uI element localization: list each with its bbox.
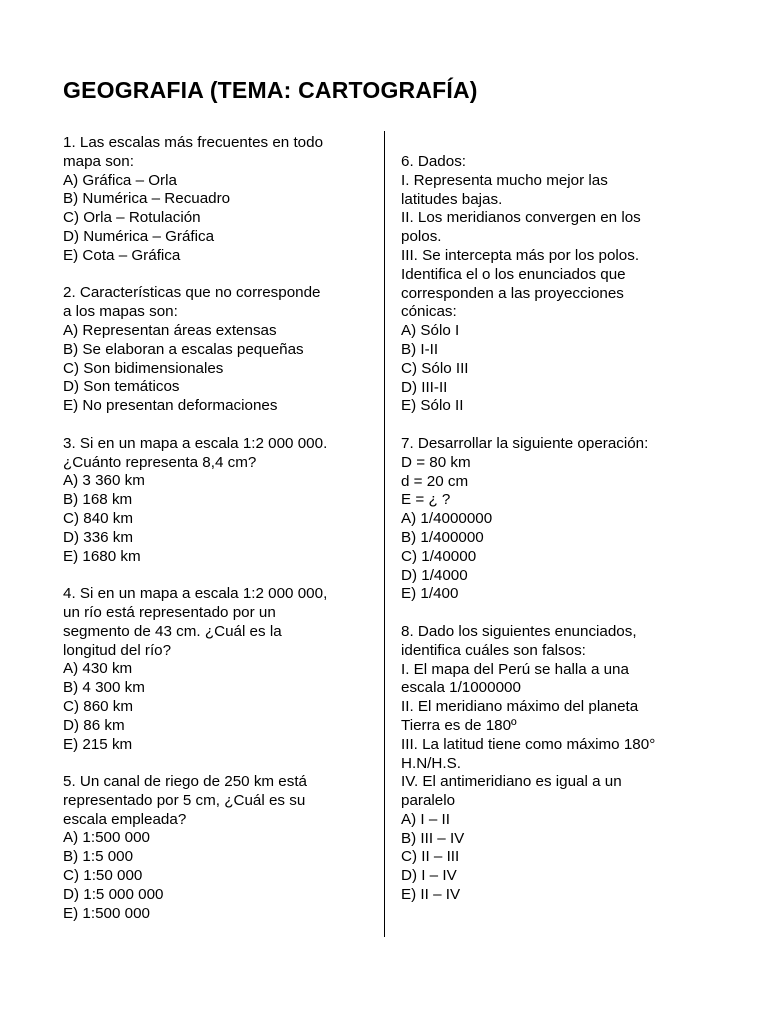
question-text-line: 6. Dados: — [401, 153, 467, 170]
question-text-line: a los mapas son: — [63, 303, 178, 321]
question-block — [63, 284, 373, 416]
question-text-line: Identifica el o los enunciados que — [401, 265, 626, 283]
question-block — [63, 773, 373, 923]
answer-option: A) 3 360 km — [63, 472, 145, 490]
question-text-line: III. Se intercepta más por los polos. — [401, 246, 640, 264]
answer-option: A) Representan áreas extensas — [63, 321, 277, 339]
question-text-line: III. La latitud tiene como máximo 180° — [401, 735, 656, 753]
question-text-line: latitudes bajas. — [401, 190, 503, 208]
answer-option: C) 840 km — [63, 509, 134, 527]
answer-option: E) II – IV — [401, 886, 461, 904]
answer-option: A) Gráfica – Orla — [63, 171, 177, 189]
question-text-line: 7. Desarrollar la siguiente operación: — [401, 434, 649, 452]
answer-option: A) Sólo I — [401, 322, 460, 340]
answer-option: D) 336 km — [63, 528, 134, 546]
answer-option: D) III-II — [401, 378, 448, 396]
question-text-line: E = ¿ ? — [401, 491, 451, 509]
question-text-line: H.N/H.S. — [401, 754, 461, 772]
question-text-line: polos. — [401, 228, 442, 246]
question-text-line: segmento de 43 cm. ¿Cuál es la — [63, 622, 282, 640]
answer-option: D) I – IV — [401, 867, 457, 885]
question-text-line: representado por 5 cm, ¿Cuál es su — [63, 791, 306, 809]
column-divider — [384, 131, 385, 937]
answer-option: C) 1:50 000 — [63, 867, 143, 885]
question-text-line: d = 20 cm — [401, 472, 469, 490]
question-text-line: paralelo — [401, 792, 456, 810]
answer-option: B) I-II — [401, 340, 439, 358]
question-text-line: cónicas: — [401, 303, 457, 321]
question-block — [401, 153, 701, 416]
answer-option: B) Se elaboran a escalas pequeñas — [63, 340, 304, 358]
left-column — [63, 134, 373, 942]
answer-option: A) 430 km — [63, 660, 133, 678]
question-text-line: corresponden a las proyecciones — [401, 284, 624, 302]
answer-option: C) 1/40000 — [401, 547, 477, 565]
answer-option: E) Sólo II — [401, 397, 464, 415]
answer-option: D) Numérica – Gráfica — [63, 227, 215, 245]
question-text-line: 1. Las escalas más frecuentes en todo — [63, 134, 324, 151]
answer-option: B) Numérica – Recuadro — [63, 190, 231, 208]
answer-option: B) 4 300 km — [63, 679, 145, 697]
question-text-line: escala 1/1000000 — [401, 679, 521, 697]
answer-option: B) 168 km — [63, 491, 133, 509]
answer-option: B) III – IV — [401, 829, 465, 847]
answer-option: E) 1:500 000 — [63, 904, 150, 922]
question-text-line: II. El meridiano máximo del planeta — [401, 698, 639, 716]
answer-option: C) Orla – Rotulación — [63, 209, 201, 227]
question-text-line: 2. Características que no corresponde — [63, 284, 321, 302]
answer-option: E) Cota – Gráfica — [63, 246, 181, 264]
question-text-line: longitud del río? — [63, 641, 172, 659]
answer-option: B) 1/400000 — [401, 528, 484, 546]
answer-option: C) Son bidimensionales — [63, 359, 224, 377]
answer-option: E) No presentan deformaciones — [63, 397, 278, 415]
question-text-line: I. El mapa del Perú se halla a una — [401, 660, 629, 678]
question-text-line: IV. El antimeridiano es igual a un — [401, 773, 622, 791]
answer-option: E) 1680 km — [63, 547, 141, 565]
question-text-line: I. Representa mucho mejor las — [401, 171, 608, 189]
question-text-line: D = 80 km — [401, 453, 471, 471]
question-text-line: Tierra es de 180º — [401, 716, 517, 734]
answer-option: C) II – III — [401, 848, 460, 866]
question-text-line: 3. Si en un mapa a escala 1:2 000 000. — [63, 434, 328, 452]
question-text-line: escala empleada? — [63, 810, 187, 828]
answer-option: B) 1:5 000 — [63, 848, 134, 866]
question-text-line: 8. Dado los siguientes enunciados, — [401, 622, 637, 640]
answer-option: D) Son temáticos — [63, 378, 180, 396]
answer-option: C) 860 km — [63, 697, 134, 715]
answer-option: E) 215 km — [63, 735, 133, 753]
question-block — [63, 134, 373, 266]
answer-option: A) 1/4000000 — [401, 510, 493, 528]
answer-option: D) 1:5 000 000 — [63, 885, 164, 903]
question-block — [63, 435, 373, 567]
page-title: GEOGRAFIA (TEMA: CARTOGRAFÍA) — [63, 77, 478, 103]
question-block — [63, 585, 373, 754]
question-text-line: un río está representado por un — [63, 603, 276, 621]
question-text-line: 4. Si en un mapa a escala 1:2 000 000, — [63, 585, 328, 603]
answer-option: A) I – II — [401, 810, 450, 828]
question-text-line: II. Los meridianos convergen en los — [401, 209, 641, 227]
question-text-line: 5. Un canal de riego de 250 km está — [63, 773, 307, 791]
answer-option: D) 1/4000 — [401, 566, 468, 584]
question-block — [401, 435, 701, 604]
question-text-line: identifica cuáles son falsos: — [401, 641, 586, 659]
answer-option: C) Sólo III — [401, 359, 469, 377]
answer-option: D) 86 km — [63, 716, 125, 734]
answer-option: E) 1/400 — [401, 585, 459, 603]
question-text-line: ¿Cuánto representa 8,4 cm? — [63, 453, 257, 471]
question-text-line: mapa son: — [63, 152, 134, 170]
question-block — [401, 623, 701, 905]
right-column — [401, 153, 701, 924]
answer-option: A) 1:500 000 — [63, 829, 150, 847]
